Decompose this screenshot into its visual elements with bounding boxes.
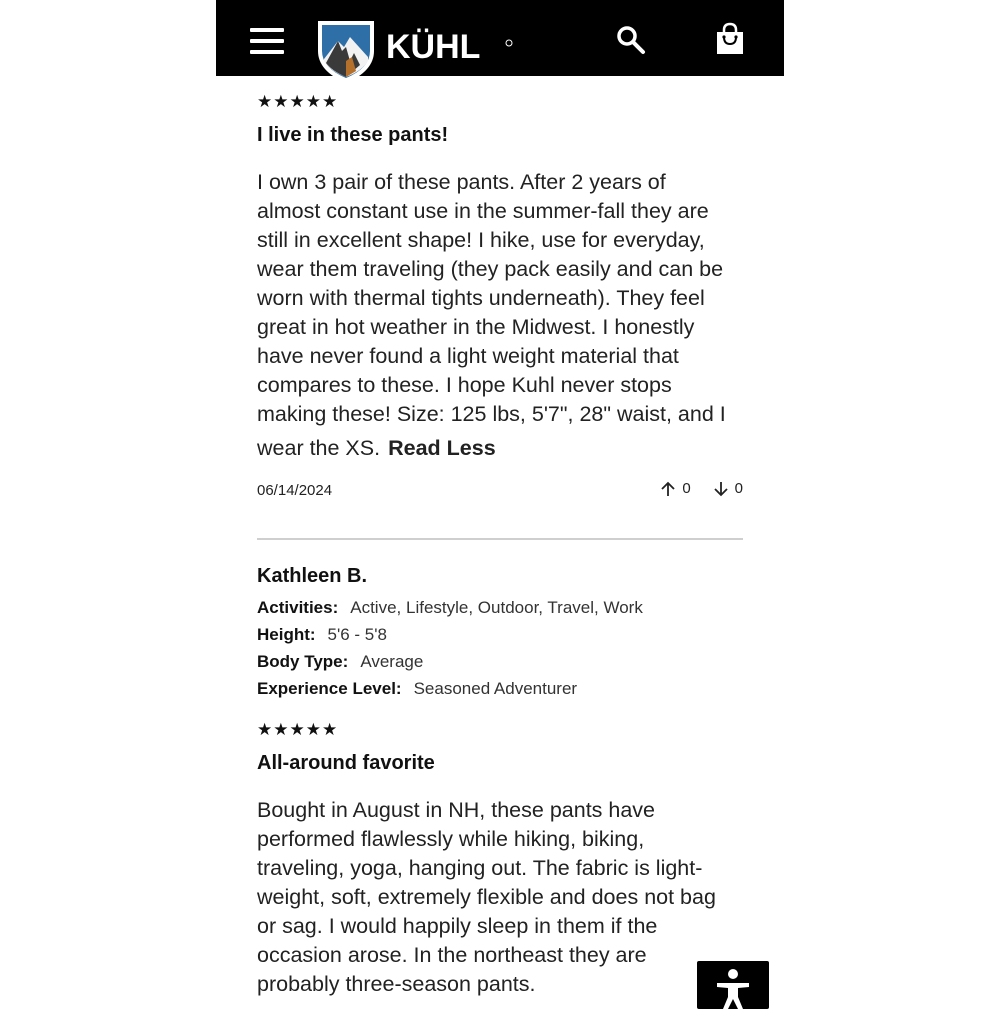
helpful-votes xyxy=(660,480,743,497)
review-body-line: still in excellent shape! I hike, use for everyday, xyxy=(257,228,705,252)
review-body-line: wear the XS. xyxy=(257,436,381,460)
attribute-value: Average xyxy=(360,652,424,671)
attribute-value: Seasoned Adventurer xyxy=(413,679,578,698)
review-body-line: performed flawlessly while hiking, biking, xyxy=(257,827,645,851)
vote-down-count: 0 xyxy=(734,480,743,497)
attribute-value: 5'6 - 5'8 xyxy=(327,625,387,644)
kuhl-logo[interactable] xyxy=(316,17,516,87)
attribute-label: Activities: xyxy=(257,598,339,617)
reviewer-attribute xyxy=(257,598,643,618)
vote-down-button[interactable] xyxy=(713,480,743,497)
reviewer-attribute xyxy=(257,679,577,699)
search-icon[interactable] xyxy=(616,25,646,55)
attribute-value: Active, Lifestyle, Outdoor, Travel, Work xyxy=(350,598,643,617)
review-body-line: wear them traveling (they pack easily and can be xyxy=(257,257,724,281)
review-body-line: making these! Size: 125 lbs, 5'7", 28" waist, and I xyxy=(257,402,726,426)
review-body-line: probably three-season pants. xyxy=(257,972,536,996)
vote-up-button[interactable] xyxy=(660,480,690,497)
star-rating: ★★★★★ xyxy=(257,720,339,739)
site-header xyxy=(216,0,784,76)
attribute-label: Body Type: xyxy=(257,652,349,671)
arrow-up-icon xyxy=(660,481,676,497)
brand-wordmark: KÜHL xyxy=(386,28,481,66)
review-body-line: almost constant use in the summer-fall they are xyxy=(257,199,709,223)
attribute-label: Height: xyxy=(257,625,316,644)
star-rating: ★★★★★ xyxy=(257,92,339,111)
review-body-line: have never found a light weight material that xyxy=(257,344,679,368)
reviewer-attribute xyxy=(257,625,387,645)
review-body-line: Bought in August in NH, these pants have xyxy=(257,798,656,822)
review-title: I live in these pants! xyxy=(257,124,449,146)
read-less-link[interactable]: Read Less xyxy=(388,436,496,460)
accessibility-icon xyxy=(697,961,769,1009)
mountain-shield-icon xyxy=(316,17,516,87)
review-body-line: I own 3 pair of these pants. After 2 years of xyxy=(257,170,666,194)
review-title: All-around favorite xyxy=(257,752,435,774)
arrow-down-icon xyxy=(713,481,729,497)
bag-icon[interactable] xyxy=(715,22,745,56)
accessibility-button[interactable] xyxy=(697,961,769,1009)
review-body-line: worn with thermal tights underneath). They feel xyxy=(257,286,705,310)
review-body-line: compares to these. I hope Kuhl never stops xyxy=(257,373,672,397)
review-body-line: weight, soft, extremely flexible and does not bag xyxy=(257,885,716,909)
divider xyxy=(257,538,743,540)
menu-icon[interactable] xyxy=(250,28,284,54)
attribute-label: Experience Level: xyxy=(257,679,402,698)
review-body-line: great in hot weather in the Midwest. I honestly xyxy=(257,315,695,339)
review-body-last-line xyxy=(257,436,496,461)
review-body-line: traveling, yoga, hanging out. The fabric is light- xyxy=(257,856,703,880)
review-date: 06/14/2024 xyxy=(257,482,333,499)
review-body-line: or sag. I would happily sleep in them if the xyxy=(257,914,658,938)
reviewer-name: Kathleen B. xyxy=(257,565,368,587)
review-body-line: occasion arose. In the northeast they are xyxy=(257,943,647,967)
vote-up-count: 0 xyxy=(682,480,691,497)
reviewer-attribute xyxy=(257,652,423,672)
